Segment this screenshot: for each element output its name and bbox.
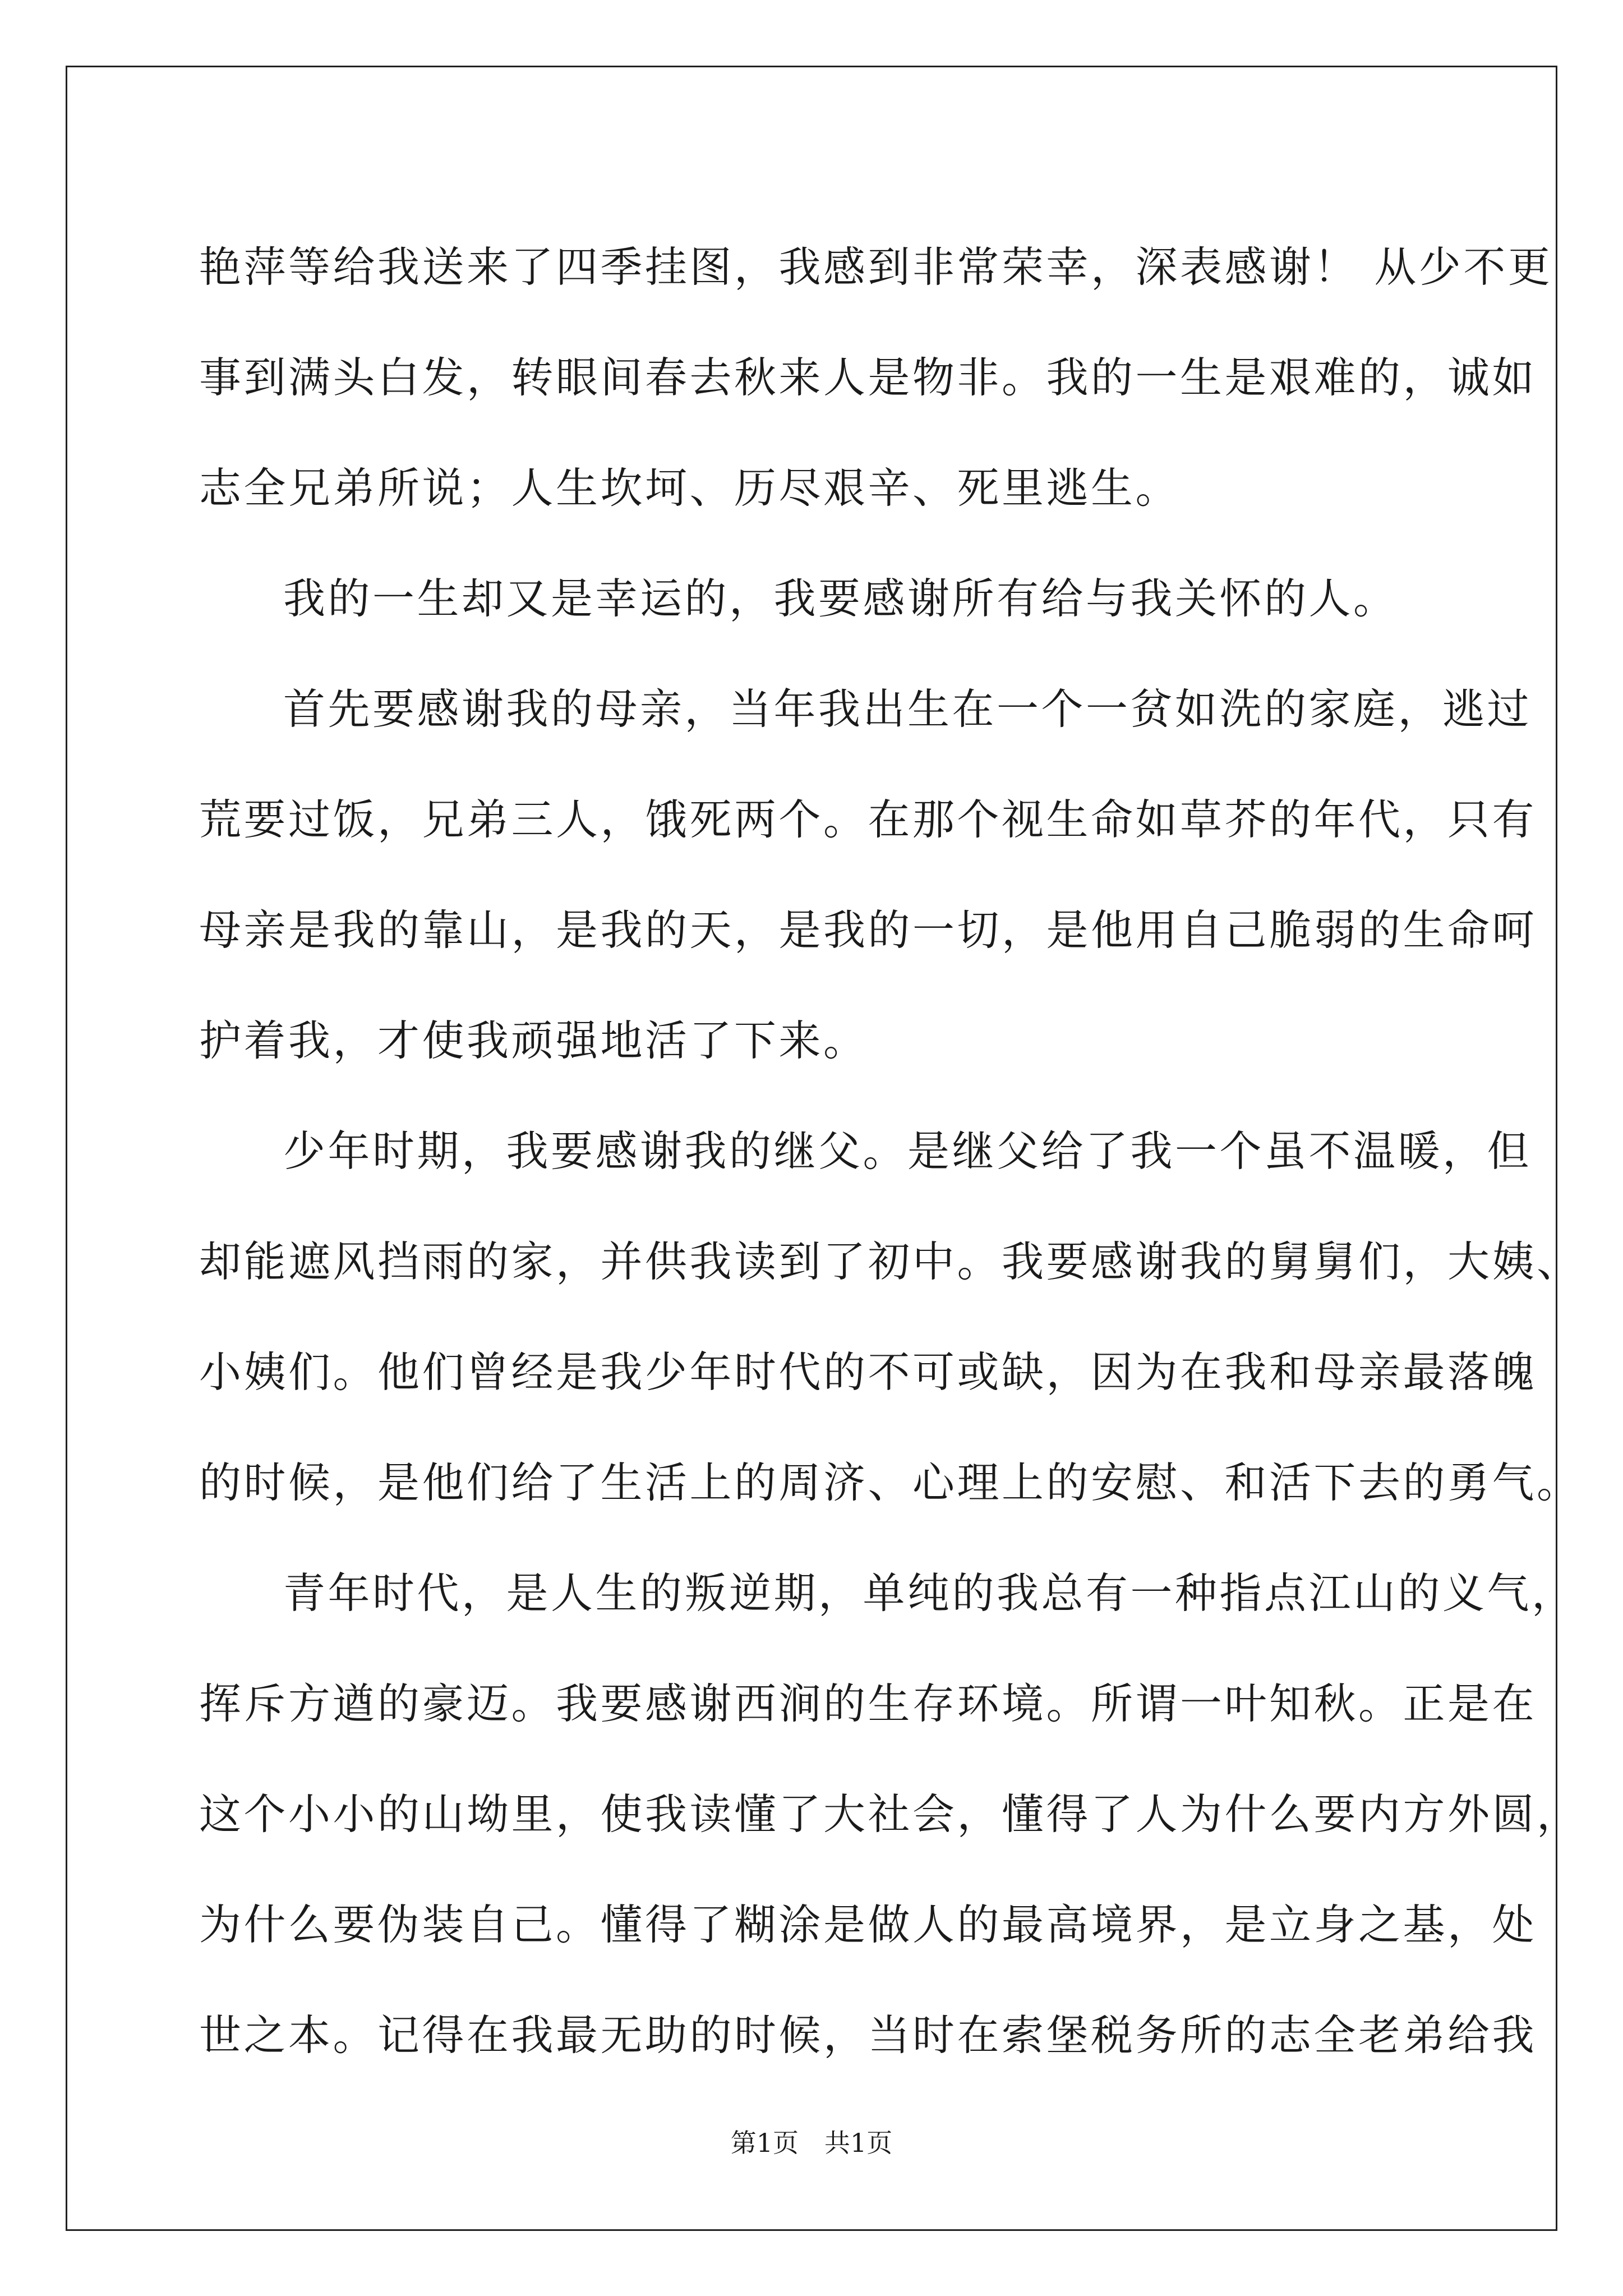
- text-line: 为什么要伪装自己。懂得了糊涂是做人的最高境界，是立身之基，处: [199, 1900, 1537, 1949]
- text-line: 小姨们。他们曾经是我少年时代的不可或缺，因为在我和母亲最落魄: [199, 1347, 1537, 1397]
- document-body: [199, 212, 1581, 2091]
- text-line: 挥斥方遒的豪迈。我要感谢西涧的生存环境。所谓一叶知秋。正是在: [199, 1679, 1537, 1728]
- text-line: 母亲是我的靠山，是我的天，是我的一切，是他用自己脆弱的生命呵: [199, 905, 1537, 955]
- page-number-label: 第1页 共1页: [730, 2128, 893, 2158]
- text-line: 少年时期，我要感谢我的继父。是继父给了我一个虽不温暖，但: [283, 1126, 1532, 1176]
- text-line: 首先要感谢我的母亲，当年我出生在一个一贫如洗的家庭，逃过: [283, 684, 1532, 734]
- text-line: 荒要过饭，兄弟三人，饿死两个。在那个视生命如草芥的年代，只有: [199, 795, 1537, 844]
- text-line: 事到满头白发，转眼间春去秋来人是物非。我的一生是艰难的，诚如: [199, 353, 1537, 402]
- text-line: 我的一生却又是幸运的，我要感谢所有给与我关怀的人。: [283, 574, 1398, 623]
- text-line: 艳萍等给我送来了四季挂图，我感到非常荣幸，深表感谢！ 从少不更: [199, 242, 1553, 292]
- text-line: 却能遮风挡雨的家，并供我读到了初中。我要感谢我的舅舅们，大姨、: [199, 1237, 1581, 1286]
- text-line: 青年时代，是人生的叛逆期，单纯的我总有一种指点江山的义气，: [283, 1568, 1576, 1618]
- text-line: 的时候，是他们给了生活上的周济、心理上的安慰、和活下去的勇气。: [199, 1458, 1581, 1507]
- text-line: 这个小小的山坳里，使我读懂了大社会，懂得了人为什么要内方外圆，: [199, 1789, 1581, 1839]
- text-line: 志全兄弟所说；人生坎坷、历尽艰辛、死里逃生。: [199, 463, 1181, 513]
- page-footer: [0, 2126, 1623, 2160]
- text-line: 世之本。记得在我最无助的时候，当时在索堡税务所的志全老弟给我: [199, 2010, 1537, 2060]
- text-line: 护着我，才使我顽强地活了下来。: [199, 1016, 868, 1065]
